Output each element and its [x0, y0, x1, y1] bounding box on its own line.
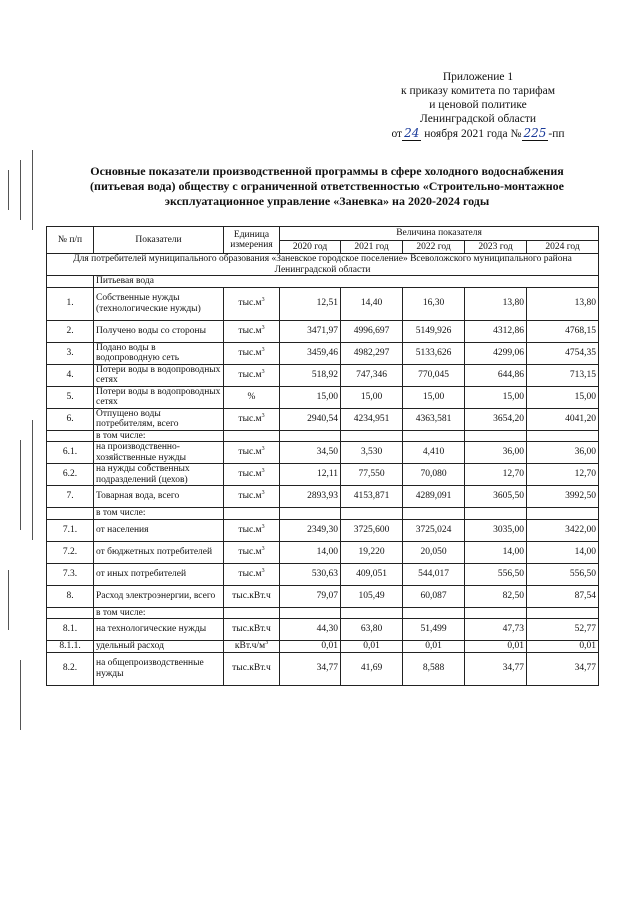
unit-text: тыс.кВт.ч: [232, 590, 271, 601]
row-value: 4982,297: [341, 342, 403, 364]
row-number: 5.: [47, 386, 94, 408]
row-indicator: на общепроизводственные нужды: [94, 652, 224, 685]
row-unit: [224, 519, 280, 541]
unit-superscript: 3: [261, 368, 265, 375]
unit-superscript: 3: [261, 523, 265, 530]
table-row: [47, 508, 599, 520]
header-year: 2021 год: [341, 241, 403, 254]
row-unit: [224, 287, 280, 320]
row-number: [47, 607, 94, 619]
row-indicator: Подано воды в водопроводную сеть: [94, 342, 224, 364]
row-value: 4312,86: [465, 320, 527, 342]
appendix-line: Ленинградской области: [419, 113, 537, 125]
table-row: [47, 641, 599, 653]
row-indicator: в том числе:: [94, 508, 224, 520]
row-value: 20,050: [403, 541, 465, 563]
unit-text: тыс.м: [238, 491, 262, 502]
unit-superscript: 3: [261, 567, 265, 574]
row-indicator: Получено воды со стороны: [94, 320, 224, 342]
row-number: 6.1.: [47, 442, 94, 464]
row-number: 2.: [47, 320, 94, 342]
row-number: 8.: [47, 585, 94, 607]
table-row: [47, 430, 599, 442]
row-number: 8.2.: [47, 652, 94, 685]
header-indicator: Показатели: [94, 227, 224, 254]
row-unit: [224, 641, 280, 653]
row-value: 12,70: [465, 464, 527, 486]
row-value: 44,30: [280, 619, 341, 641]
row-unit: [224, 408, 280, 430]
table-row: [47, 342, 599, 364]
row-value: 14,00: [280, 541, 341, 563]
row-value: 0,01: [403, 641, 465, 653]
row-value: 713,15: [527, 364, 599, 386]
unit-superscript: 3: [265, 639, 269, 646]
table-row: [47, 320, 599, 342]
row-value: 15,00: [403, 386, 465, 408]
unit-superscript: 3: [261, 545, 265, 552]
row-value: 3725,600: [341, 519, 403, 541]
date-suffix: -пп: [548, 128, 565, 140]
row-indicator: в том числе:: [94, 430, 224, 442]
row-value: 12,11: [280, 464, 341, 486]
row-value: 4299,06: [465, 342, 527, 364]
row-indicator: Товарная вода, всего: [94, 486, 224, 508]
subsection-title: Питьевая вода: [94, 276, 599, 288]
row-value: 2893,93: [280, 486, 341, 508]
document-title: [60, 164, 594, 209]
table-row: [47, 563, 599, 585]
unit-text: тыс.м: [238, 347, 262, 358]
row-number: 7.2.: [47, 541, 94, 563]
table-row: [47, 287, 599, 320]
row-value: 4768,15: [527, 320, 599, 342]
date-middle: ноября 2021 года №: [424, 128, 522, 140]
row-value: 3471,97: [280, 320, 341, 342]
unit-text: тыс.м: [238, 524, 262, 535]
row-value: 19,220: [341, 541, 403, 563]
row-value: 12,70: [527, 464, 599, 486]
row-value: 52,77: [527, 619, 599, 641]
row-value: 544,017: [403, 563, 465, 585]
row-indicator: Потери воды в водопроводных сетях: [94, 364, 224, 386]
row-value: 4234,951: [341, 408, 403, 430]
table-cell: [47, 276, 94, 288]
row-value: 14,00: [527, 541, 599, 563]
row-value: 13,80: [465, 287, 527, 320]
table-row: [47, 585, 599, 607]
row-value: 77,550: [341, 464, 403, 486]
row-value: 15,00: [527, 386, 599, 408]
table-row: [47, 607, 599, 619]
unit-text: тыс.кВт.ч: [232, 624, 271, 635]
header-value-group: Величина показателя: [280, 227, 599, 241]
row-number: 7.1.: [47, 519, 94, 541]
row-value: 3605,50: [465, 486, 527, 508]
table-row: [47, 519, 599, 541]
row-number: 6.: [47, 408, 94, 430]
row-value: 15,00: [341, 386, 403, 408]
title-line: (питьевая вода) обществу с ограниченной ответственностью «Строительно-монтажное: [90, 179, 564, 193]
row-value: [465, 607, 527, 619]
row-value: 4289,091: [403, 486, 465, 508]
unit-superscript: 3: [261, 324, 265, 331]
row-indicator: в том числе:: [94, 607, 224, 619]
row-value: 36,00: [465, 442, 527, 464]
row-unit: [224, 386, 280, 408]
row-value: 0,01: [341, 641, 403, 653]
row-value: 13,80: [527, 287, 599, 320]
row-indicator: на технологические нужды: [94, 619, 224, 641]
table-row: [47, 386, 599, 408]
title-line: эксплуатационное управление «Заневка» на 2020-2024 годы: [164, 194, 490, 208]
row-indicator: удельный расход: [94, 641, 224, 653]
row-value: 79,07: [280, 585, 341, 607]
handwritten-day: 24: [404, 126, 420, 140]
row-value: 0,01: [527, 641, 599, 653]
handwritten-order-number: 225: [523, 126, 547, 140]
unit-text: кВт.ч/м: [234, 641, 266, 651]
row-indicator: от иных потребителей: [94, 563, 224, 585]
row-value: [403, 430, 465, 442]
row-unit: [224, 652, 280, 685]
unit-text: тыс.м: [238, 568, 262, 579]
order-date-line: [368, 126, 588, 141]
row-value: 2940,54: [280, 408, 341, 430]
row-number: 6.2.: [47, 464, 94, 486]
row-unit: [224, 607, 280, 619]
row-value: 36,00: [527, 442, 599, 464]
header-year: 2022 год: [403, 241, 465, 254]
table-row: [47, 486, 599, 508]
row-value: 60,087: [403, 585, 465, 607]
appendix-line: к приказу комитета по тарифам: [401, 85, 555, 97]
row-value: [280, 508, 341, 520]
row-value: 15,00: [280, 386, 341, 408]
unit-superscript: 3: [261, 446, 265, 453]
row-value: 644,86: [465, 364, 527, 386]
unit-superscript: 3: [261, 412, 265, 419]
row-indicator: Расход электроэнергии, всего: [94, 585, 224, 607]
row-value: 3992,50: [527, 486, 599, 508]
row-value: 4,410: [403, 442, 465, 464]
row-indicator: Собственные нужды (технологические нужды): [94, 287, 224, 320]
row-value: [465, 508, 527, 520]
appendix-title: Приложение 1: [442, 71, 514, 83]
row-unit: [224, 464, 280, 486]
row-value: 51,499: [403, 619, 465, 641]
row-value: 34,50: [280, 442, 341, 464]
row-number: 3.: [47, 342, 94, 364]
row-unit: [224, 430, 280, 442]
row-unit: [224, 619, 280, 641]
unit-text: тыс.м: [238, 546, 262, 557]
unit-text: тыс.м: [238, 469, 262, 480]
table-row: [47, 408, 599, 430]
row-value: 3654,20: [465, 408, 527, 430]
row-unit: [224, 541, 280, 563]
table-row: [47, 619, 599, 641]
row-value: 2349,30: [280, 519, 341, 541]
row-value: 770,045: [403, 364, 465, 386]
header-year: 2020 год: [280, 241, 341, 254]
row-value: 87,54: [527, 585, 599, 607]
row-value: [341, 607, 403, 619]
binding-marks: [0, 140, 50, 740]
row-value: 4754,35: [527, 342, 599, 364]
row-value: 41,69: [341, 652, 403, 685]
row-value: 82,50: [465, 585, 527, 607]
row-value: 3035,00: [465, 519, 527, 541]
unit-superscript: 3: [261, 468, 265, 475]
row-value: 4996,697: [341, 320, 403, 342]
row-value: 12,51: [280, 287, 341, 320]
row-value: 34,77: [465, 652, 527, 685]
row-value: 105,49: [341, 585, 403, 607]
row-value: 5149,926: [403, 320, 465, 342]
row-indicator: Отпущено воды потребителям, всего: [94, 408, 224, 430]
row-value: [403, 607, 465, 619]
unit-text: тыс.м: [238, 325, 262, 336]
row-value: 8,588: [403, 652, 465, 685]
row-value: 16,30: [403, 287, 465, 320]
header-year: 2023 год: [465, 241, 527, 254]
row-number: 1.: [47, 287, 94, 320]
row-value: 63,80: [341, 619, 403, 641]
unit-superscript: 3: [261, 346, 265, 353]
appendix-line: и ценовой политике: [429, 99, 527, 111]
table-row: [47, 464, 599, 486]
row-number: [47, 508, 94, 520]
unit-superscript: 3: [261, 297, 265, 304]
header-year: 2024 год: [527, 241, 599, 254]
row-number: 8.1.1.: [47, 641, 94, 653]
title-line: Основные показатели производственной программы в сфере холодного водоснабжения: [90, 164, 564, 178]
row-value: 518,92: [280, 364, 341, 386]
row-value: 747,346: [341, 364, 403, 386]
row-value: 4041,20: [527, 408, 599, 430]
row-value: [403, 508, 465, 520]
row-number: [47, 430, 94, 442]
appendix-block: [368, 70, 588, 141]
header-num: № п/п: [47, 227, 94, 254]
row-indicator: от населения: [94, 519, 224, 541]
row-value: [280, 430, 341, 442]
row-number: 7.: [47, 486, 94, 508]
table-row: [47, 652, 599, 685]
row-value: 3422,00: [527, 519, 599, 541]
row-value: 5133,626: [403, 342, 465, 364]
row-number: 8.1.: [47, 619, 94, 641]
table-row: [47, 541, 599, 563]
unit-superscript: 3: [261, 490, 265, 497]
row-value: 4153,871: [341, 486, 403, 508]
row-value: 556,50: [527, 563, 599, 585]
row-value: 3459,46: [280, 342, 341, 364]
row-value: 14,40: [341, 287, 403, 320]
row-unit: [224, 342, 280, 364]
header-unit: Единица измерения: [224, 227, 280, 254]
unit-text: тыс.кВт.ч: [232, 663, 271, 674]
row-value: 409,051: [341, 563, 403, 585]
unit-text: тыс.м: [238, 369, 262, 380]
row-value: 34,77: [280, 652, 341, 685]
row-value: 3725,024: [403, 519, 465, 541]
row-value: [280, 607, 341, 619]
table-row: [47, 442, 599, 464]
row-value: [527, 607, 599, 619]
table-row: [47, 364, 599, 386]
row-value: [341, 508, 403, 520]
section-title: Для потребителей муниципального образования «Заневское городское поселение» Всеволожского муниципального района Ленинградской области: [47, 254, 599, 276]
row-unit: [224, 442, 280, 464]
row-value: 47,73: [465, 619, 527, 641]
row-number: 7.3.: [47, 563, 94, 585]
row-indicator: на нужды собственных подразделений (цехов): [94, 464, 224, 486]
row-value: 34,77: [527, 652, 599, 685]
row-unit: [224, 563, 280, 585]
row-unit: [224, 585, 280, 607]
row-value: [465, 430, 527, 442]
unit-text: тыс.м: [238, 298, 262, 309]
row-value: 3,530: [341, 442, 403, 464]
row-indicator: на производственно-хозяйственные нужды: [94, 442, 224, 464]
row-value: [527, 430, 599, 442]
indicators-table: [46, 226, 599, 686]
row-value: 15,00: [465, 386, 527, 408]
row-value: 556,50: [465, 563, 527, 585]
row-unit: [224, 486, 280, 508]
row-unit: [224, 364, 280, 386]
row-indicator: Потери воды в водопроводных сетях: [94, 386, 224, 408]
row-value: 14,00: [465, 541, 527, 563]
row-unit: [224, 508, 280, 520]
row-value: [527, 508, 599, 520]
row-value: 0,01: [280, 641, 341, 653]
row-value: 530,63: [280, 563, 341, 585]
row-indicator: от бюджетных потребителей: [94, 541, 224, 563]
row-value: 0,01: [465, 641, 527, 653]
row-number: 4.: [47, 364, 94, 386]
row-value: 70,080: [403, 464, 465, 486]
row-value: [341, 430, 403, 442]
date-prefix: от: [391, 128, 403, 140]
row-unit: [224, 320, 280, 342]
unit-text: тыс.м: [238, 413, 262, 424]
row-value: 4363,581: [403, 408, 465, 430]
unit-text: %: [247, 391, 256, 402]
unit-text: тыс.м: [238, 447, 262, 458]
